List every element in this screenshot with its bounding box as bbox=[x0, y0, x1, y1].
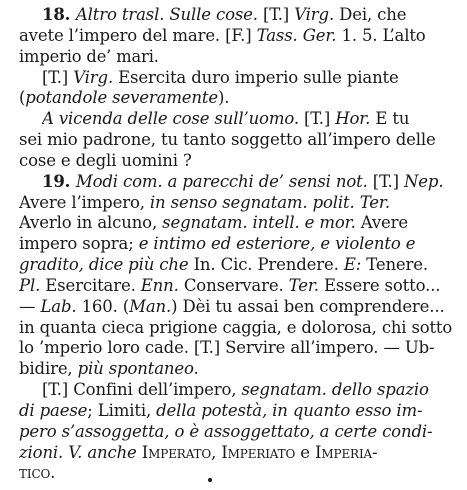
text-segment: Enn. bbox=[140, 275, 179, 295]
text-segment: Essere sotto... bbox=[318, 275, 441, 295]
text-segment: E tu bbox=[370, 109, 410, 129]
text-segment: Man. bbox=[129, 296, 172, 316]
text-segment: 19. bbox=[42, 171, 76, 191]
text-segment: E: bbox=[343, 255, 362, 274]
text-segment: ) Dèi tu assai ben comprendere... bbox=[171, 296, 445, 316]
text-segment: avete l’impero del mare. [F.] bbox=[19, 25, 257, 45]
text-segment: ; Limiti, bbox=[87, 400, 157, 420]
text-segment: di paese bbox=[19, 400, 88, 420]
text-segment: Altro trasl. Sulle cose. bbox=[75, 5, 258, 24]
text-segment: potandole severamente bbox=[25, 88, 218, 108]
text-segment: Averlo in alcuno, bbox=[19, 213, 163, 233]
text-segment: — bbox=[19, 296, 41, 316]
text-segment: [T.] Confini dell’impero, bbox=[42, 380, 242, 399]
text-segment: gradito, dice più che bbox=[19, 255, 189, 274]
text-segment: in quanta cieca prigione caggia, e dolorosa, chi sotto bbox=[19, 317, 452, 337]
text-segment: Esercita duro imperio sulle piante bbox=[113, 67, 399, 87]
text-segment: [T.] bbox=[367, 171, 404, 191]
text-segment: cose e degli uomini ? bbox=[19, 150, 192, 170]
text-segment: ). bbox=[218, 88, 229, 108]
text-segment: Nep. bbox=[404, 171, 444, 191]
text-segment: Modi com. a parecchi de’ sensi not. bbox=[75, 171, 368, 191]
text-segment: Virg. bbox=[294, 5, 335, 24]
text-segment: Tass. Ger. bbox=[256, 25, 337, 45]
text-segment: pero s’assoggetta, o è assoggettato, a certe condi- bbox=[19, 421, 433, 441]
text-segment: Imperato, Imperiato bbox=[136, 442, 296, 462]
text-segment: e bbox=[295, 442, 316, 462]
text-segment: Ter. bbox=[359, 192, 390, 212]
text-segment: Pl. bbox=[19, 275, 41, 295]
text-segment: sei mio padrone, tu tanto soggetto all’impero delle bbox=[19, 130, 436, 149]
text-segment: 18. bbox=[42, 5, 76, 24]
text-segment: Lab. bbox=[40, 296, 77, 316]
text-segment: Conservare. bbox=[178, 275, 289, 295]
text-segment: lo ’mperio loro cade. [T.] Servire all’impero. — Ub- bbox=[19, 338, 435, 358]
text-segment: Tenere. bbox=[361, 255, 428, 274]
text-line bbox=[19, 461, 79, 485]
text-segment: Virg. bbox=[73, 67, 114, 87]
text-segment: [T.] bbox=[298, 109, 336, 129]
text-segment: in senso segnatam. polit. bbox=[149, 192, 355, 212]
text-segment: segnatam. intell. e mor. bbox=[162, 213, 356, 233]
text-segment: Avere l’impero, bbox=[19, 192, 150, 212]
text-segment: tico. bbox=[19, 463, 56, 483]
text-segment: Ter. bbox=[288, 275, 319, 295]
text-segment: 1. 5. L’alto bbox=[336, 25, 426, 45]
text-segment: più spontaneo. bbox=[77, 359, 199, 379]
text-segment: ( bbox=[19, 88, 26, 108]
text-segment: [T.] bbox=[42, 67, 74, 87]
text-segment: [T.] bbox=[257, 5, 295, 24]
text-segment: Esercitare. bbox=[40, 275, 141, 295]
text-segment: Avere bbox=[355, 213, 409, 233]
text-segment: A vicenda delle cose sull’uomo. bbox=[42, 109, 299, 129]
text-segment: Imperia- bbox=[315, 442, 378, 462]
text-segment: segnatam. dello spazio bbox=[241, 380, 429, 399]
text-segment: impero sopra; bbox=[19, 234, 139, 254]
text-segment: Dei, che bbox=[334, 5, 407, 24]
text-segment: 160. ( bbox=[76, 296, 130, 316]
text-segment: Hor. bbox=[335, 109, 371, 129]
text-segment: imperio de’ mari. bbox=[19, 46, 159, 66]
text-line bbox=[19, 441, 452, 465]
page-dot-mark bbox=[208, 478, 212, 482]
text-segment: della potestà, in quanto esso im- bbox=[156, 400, 423, 420]
text-segment: bidire, bbox=[19, 359, 78, 379]
text-segment: In. Cic. Prendere. bbox=[188, 255, 344, 274]
text-segment: zioni. V. anche bbox=[19, 442, 137, 462]
text-segment: e intimo ed esteriore, e violento e bbox=[138, 234, 416, 254]
